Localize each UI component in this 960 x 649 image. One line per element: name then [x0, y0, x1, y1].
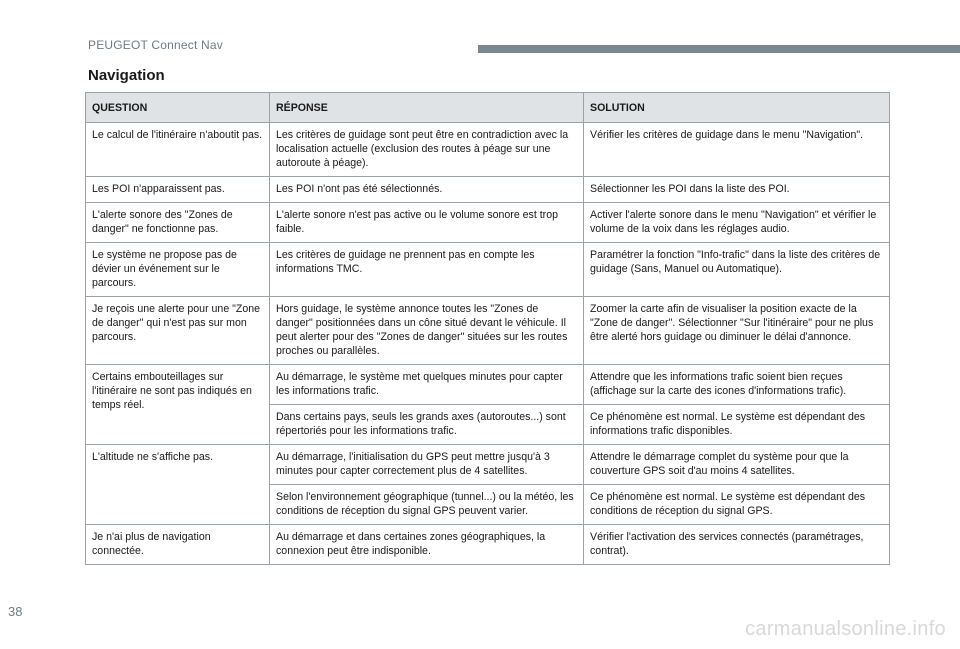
question-cell: Le système ne propose pas de dévier un événement sur le parcours.: [86, 243, 270, 297]
table-row: [86, 243, 890, 297]
table-row: [86, 123, 890, 177]
solution-cell: Ce phénomène est normal. Le système est dépendant des conditions de réception du signal GPS.: [584, 485, 890, 525]
watermark-text: carmanualsonline.info: [745, 618, 946, 640]
solution-cell: Activer l'alerte sonore dans le menu "Navigation" et vérifier le volume de la voix dans les réglages audio.: [584, 203, 890, 243]
answer-cell: Au démarrage, l'initialisation du GPS peut mettre jusqu'à 3 minutes pour capter correctement plus de 4 satellites.: [270, 445, 584, 485]
solution-cell: Vérifier les critères de guidage dans le menu "Navigation".: [584, 123, 890, 177]
answer-cell: Au démarrage et dans certaines zones géographiques, la connexion peut être indisponible.: [270, 525, 584, 565]
table-header-row: [86, 93, 890, 123]
question-cell: Le calcul de l'itinéraire n'aboutit pas.: [86, 123, 270, 177]
answer-cell: Les critères de guidage ne prennent pas en compte les informations TMC.: [270, 243, 584, 297]
answer-cell: Selon l'environnement géographique (tunnel...) ou la météo, les conditions de réception du signal GPS peuvent varier.: [270, 485, 584, 525]
solution-cell: Ce phénomène est normal. Le système est dépendant des informations trafic disponibles.: [584, 405, 890, 445]
answer-cell: Au démarrage, le système met quelques minutes pour capter les informations trafic.: [270, 365, 584, 405]
question-cell: Je reçois une alerte pour une "Zone de danger" qui n'est pas sur mon parcours.: [86, 297, 270, 365]
solution-cell: Attendre le démarrage complet du système pour que la couverture GPS soit d'au moins 4 satellites.: [584, 445, 890, 485]
column-header-solution: SOLUTION: [584, 93, 890, 123]
question-cell: L'altitude ne s'affiche pas.: [86, 445, 270, 525]
section-title: Navigation: [88, 67, 165, 84]
question-cell: L'alerte sonore des "Zones de danger" ne fonctionne pas.: [86, 203, 270, 243]
column-header-answer: RÉPONSE: [270, 93, 584, 123]
solution-cell: Vérifier l'activation des services connectés (paramétrages, contrat).: [584, 525, 890, 565]
solution-cell: Paramétrer la fonction "Info-trafic" dans la liste des critères de guidage (Sans, Manuel ou Automatique).: [584, 243, 890, 297]
table-row: [86, 365, 890, 405]
table-row: [86, 525, 890, 565]
solution-cell: Sélectionner les POI dans la liste des POI.: [584, 177, 890, 203]
question-cell: Je n'ai plus de navigation connectée.: [86, 525, 270, 565]
header-accent-bar: [478, 45, 960, 53]
table-row: [86, 177, 890, 203]
table-row: [86, 297, 890, 365]
answer-cell: Les critères de guidage sont peut être en contradiction avec la localisation actuelle (exclusion des routes à péage sur une autoroute à péage).: [270, 123, 584, 177]
question-cell: Certains embouteillages sur l'itinéraire ne sont pas indiqués en temps réel.: [86, 365, 270, 445]
solution-cell: Zoomer la carte afin de visualiser la position exacte de la "Zone de danger". Sélectionner "Sur l'itinéraire" pour ne plus être alerté hors guidage ou diminuer le délai d'annonce.: [584, 297, 890, 365]
question-cell: Les POI n'apparaissent pas.: [86, 177, 270, 203]
document-header-title: PEUGEOT Connect Nav: [88, 38, 223, 52]
solution-cell: Attendre que les informations trafic soient bien reçues (affichage sur la carte des icones d'informations trafic).: [584, 365, 890, 405]
table-row: [86, 445, 890, 485]
answer-cell: Dans certains pays, seuls les grands axes (autoroutes...) sont répertoriés pour les informations trafic.: [270, 405, 584, 445]
answer-cell: Hors guidage, le système annonce toutes les "Zones de danger" positionnées dans un cône situé devant le véhicule. Il peut alerter pour des "Zones de danger" situées sur les routes proches ou parallèles.: [270, 297, 584, 365]
troubleshooting-table: [85, 92, 890, 565]
table-row: [86, 203, 890, 243]
page-number: 38: [8, 604, 23, 619]
column-header-question: QUESTION: [86, 93, 270, 123]
answer-cell: Les POI n'ont pas été sélectionnés.: [270, 177, 584, 203]
answer-cell: L'alerte sonore n'est pas active ou le volume sonore est trop faible.: [270, 203, 584, 243]
